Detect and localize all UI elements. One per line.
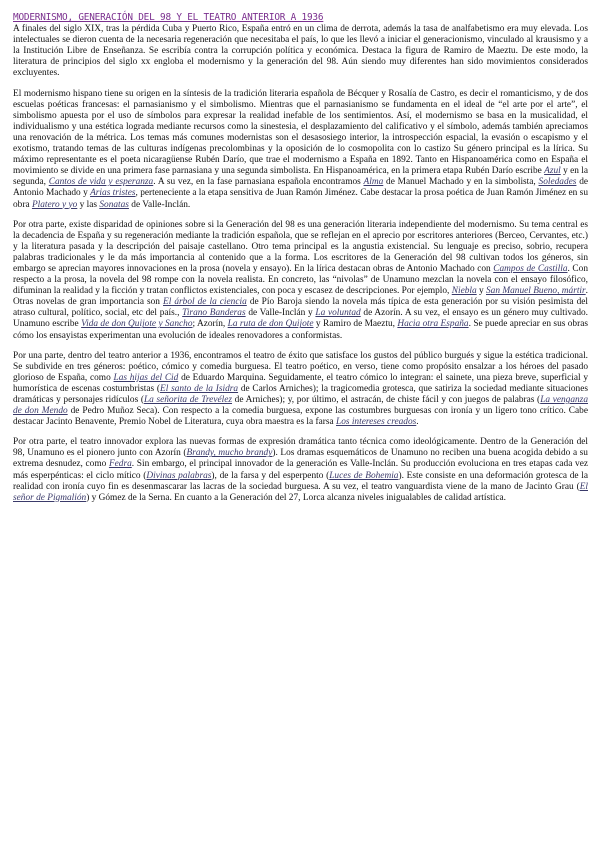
paragraph-text: ). Este consiste en una deformación grotesca de la realidad con ironía cuyo fin es desenmascarar las lacras de la sociedad burguesa. A su vez, el teatro vanguardista viene de la mano de Jacinto Grau ( <box>13 470 588 492</box>
work-title: Brandy, mucho brandy <box>186 448 273 459</box>
paragraph-intro: A finales del siglo XIX, tras la pérdida Cuba y Puerto Rico, España entró en un clima de derrota, además la tasa de analfabetismo era muy elevada. Los intelectuales se dieron cuenta de la necesaria regeneración que necesitaba el país, lo que les llevó a iniciar el generacionismo, vinculado al krausismo y a la Institución Libre de Enseñanza. Se escribía contra la corrupción política y económica. Destaca la figura de Ramiro de Maeztu. De este modo, la literatura de principios del siglo xx engloba el modernismo y la generación del 98. Aún siendo muy diferentes han sido movimientos considerados excluyentes. <box>13 24 588 79</box>
paragraph-text: ). Los dramas esquemáticos de Unamuno no reciben una buena acogida debido a su extrema desnudez, como <box>13 448 588 470</box>
work-title: Azul <box>544 166 561 177</box>
work-title: La señorita de Trevélez <box>143 395 233 405</box>
work-title: La voluntad <box>315 308 361 319</box>
work-title: Alma <box>363 177 384 188</box>
work-title: El santo de la Isidra <box>160 383 239 394</box>
paragraph-text: , perteneciente a la etapa sensitiva de Juan Ramón Jiménez. Cabe destacar la prosa poética de Juan Ramón Jiménez en su obra <box>13 188 588 210</box>
work-title: Los intereses creados <box>336 417 417 428</box>
work-title: Sonatas <box>99 199 129 210</box>
paragraph-text: . Sin embargo, el principal innovador de la generación es Valle-Inclán. Su producción evoluciona en tres etapas cada vez más esperpénticas: el ciclo mítico ( <box>13 459 588 481</box>
paragraph-text: de Azorín. A su vez, el ensayo es un género muy cultivado. Unamuno escribe <box>13 308 588 330</box>
document-title: MODERNISMO, GENERACIÓN DEL 98 Y EL TEATRO ANTERIOR A 1936 <box>13 12 324 23</box>
paragraph-modernismo <box>13 89 588 211</box>
work-title: Campos de Castilla <box>493 263 568 274</box>
work-title: Vida de don Quijote y Sancho <box>81 319 193 330</box>
work-title: Fedra <box>108 459 132 470</box>
paragraph-text: ; Azorín, <box>192 319 228 330</box>
paragraph-text: y las <box>77 199 100 210</box>
paragraph-text: de Valle-Inclán y <box>245 308 316 319</box>
paragraph-text: y Ramiro de Maeztu, <box>313 319 398 330</box>
work-title: El árbol de la ciencia <box>163 297 247 308</box>
paragraph-text: Por otra parte, el teatro innovador explora las nuevas formas de expresión dramática tanto técnica como ideológicamente. Dentro de la Generación del 98, Unamuno es el pionero junto con Azorín ( <box>13 437 588 459</box>
paragraph-text: de Carlos Arniches); la tragicomedia grotesca, que satiriza la sociedad mediante situaciones dramáticas y personajes ridículos ( <box>13 383 589 405</box>
paragraph-text: . Con respecto a la prosa, la novela del 98 rompe con la novela realista. En concreto, las “nivolas” de Unamuno mezclan la novela con el ensayo filosófico, difuminan la realidad y la ficción y tratan conflictos existenciales, con poca y escasez de descripciones. Por ejemplo, <box>13 263 588 297</box>
work-title: San Manuel Bueno, mártir <box>486 286 586 297</box>
paragraph-text: ), de la farsa y del esperpento ( <box>211 470 330 481</box>
work-title: Cantos de vida y esperanza <box>48 177 154 188</box>
work-title: El señor de Pigmalión <box>13 481 588 503</box>
paragraph-text: de Pedro Muñoz Seca). Con respecto a la comedia burguesa, expone las costumbres burguesas con ironía y un ligero tono crítico. Cabe destacar Jacinto Benavente, Premio Nobel de Literatura, cuya obra maestra es la farsa <box>13 406 588 428</box>
work-title: Arias tristes <box>90 188 136 199</box>
work-title: Hacia otra España <box>397 319 469 330</box>
paragraph-text: ) y Gómez de la Serna. En cuanto a la Generación del 27, Lorca alcanza niveles inigualables de calidad artística. <box>86 492 506 503</box>
work-title: La venganza de don Mendo <box>13 395 588 417</box>
work-title: Las hijas del Cid <box>113 372 179 383</box>
work-title: Luces de Bohemia <box>329 470 399 481</box>
work-title: Niebla <box>451 286 477 297</box>
paragraph-text: El modernismo hispano tiene su origen en la síntesis de la tradición literaria española de Bécquer y Rosalía de Castro, es decir el romanticismo, y de dos escuelas poéticas francesas: el parnasianismo y el simbolismo. Mientras que el parnasianismo se fundamenta en el ideal de “el arte por el arte”, el simbolismo apuesta por el uso de símbolos para expresar la realidad inefable de los sentimientos. Así, el modernismo se basa en la musicalidad, el individualismo y una estética lograda mediante recursos como la sinestesia, el desplazamiento del calificativo y el símbolo, además también apreciamos una renovación de la métrica. Los temas más comunes modernistas son el desasosiego interior, la introspección espacial, la evasión o escapismo y el exotismo, tratando temas de las culturas indígenas precolombinas y la oposición de lo cosmopolita con lo castizo Su género principal es la lírica. Su máximo representante es el poeta nicaragüense Rubén Darío, que trae el modernismo a España en 1892. Tanto en Hispanoamérica como en España el movimiento se divide en una primera fase parnasiana y una segunda simbolista. En Hispanoamérica, en la primera etapa Rubén Darío escribe <box>13 88 588 177</box>
paragraph-text: de Eduardo Marquina. Seguidamente, el teatro cómico lo integran: el sainete, una pieza breve, superficial y humorística de escenas costumbristas ( <box>13 372 588 394</box>
paragraph-text: de Valle-Inclán. <box>128 199 191 210</box>
work-title: Tirano Banderas <box>182 308 246 319</box>
document-page <box>13 12 588 513</box>
paragraph-text: . Otras novelas de gran importancia son <box>13 286 588 308</box>
work-title: Platero y yo <box>31 199 78 210</box>
work-title: La ruta de don Quijote <box>227 319 314 330</box>
paragraph-teatro-exito <box>13 351 588 429</box>
paragraph-text: de Antonio Machado y <box>13 177 589 199</box>
paragraph-text: de Pío Baroja siendo la novela más típica de esta generación por su visión pesimista del atraso cultural, político, social, etc del país., <box>13 297 589 319</box>
paragraph-text: Por una parte, dentro del teatro anterior a 1936, encontramos el teatro de éxito que satisface los gustos del público burgués y sigue la estética tradicional. Se subdivide en tres géneros: poético, cómico y comedia burguesa. El teatro poético, en verso, tiene como propósito ensalzar a los héroes del pasado glorioso de España, como <box>13 350 588 383</box>
paragraph-text: de Arniches); y, por último, el astracán, de chiste fácil y con juegos de palabras ( <box>232 395 541 405</box>
paragraph-text: . <box>416 417 419 428</box>
paragraph-text: y <box>476 286 486 297</box>
work-title: Soledades <box>538 177 577 188</box>
work-title: Divinas palabras <box>146 470 212 481</box>
paragraph-generacion-98 <box>13 220 588 342</box>
paragraph-text: de Manuel Machado y en la simbolista, <box>383 177 539 188</box>
paragraph-text: y en la segunda, <box>13 166 588 188</box>
paragraph-text: . A su vez, en la fase parnasiana española encontramos <box>153 177 364 188</box>
paragraph-teatro-innovador <box>13 437 588 504</box>
paragraph-text: . Se puede apreciar en sus obras cómo los ensayistas experimentan una evolución de ideales renovadores a conformistas. <box>13 319 588 341</box>
paragraph-text: Por otra parte, existe disparidad de opiniones sobre si la Generación del 98 es una generación literaria independiente del modernismo. Su tema central es la decadencia de España y su regeneración mediante la tradición española, que se reflejan en el aprecio por escritores anteriores (Berceo, Cervantes, etc.) y la literatura pasada y la descripción del paisaje castellano. Otro tema principal es la angustia existencial. Su lenguaje es preciso, sobrio, recupera palabras tradicionales y le da más importancia al contenido que a la forma. Los escritores de la Generación del 98 cultivan todos los géneros, sin embargo se aprecian mayores innovaciones en la prosa (novela y ensayo). En la lírica destacan obras de Antonio Machado con <box>13 219 588 274</box>
